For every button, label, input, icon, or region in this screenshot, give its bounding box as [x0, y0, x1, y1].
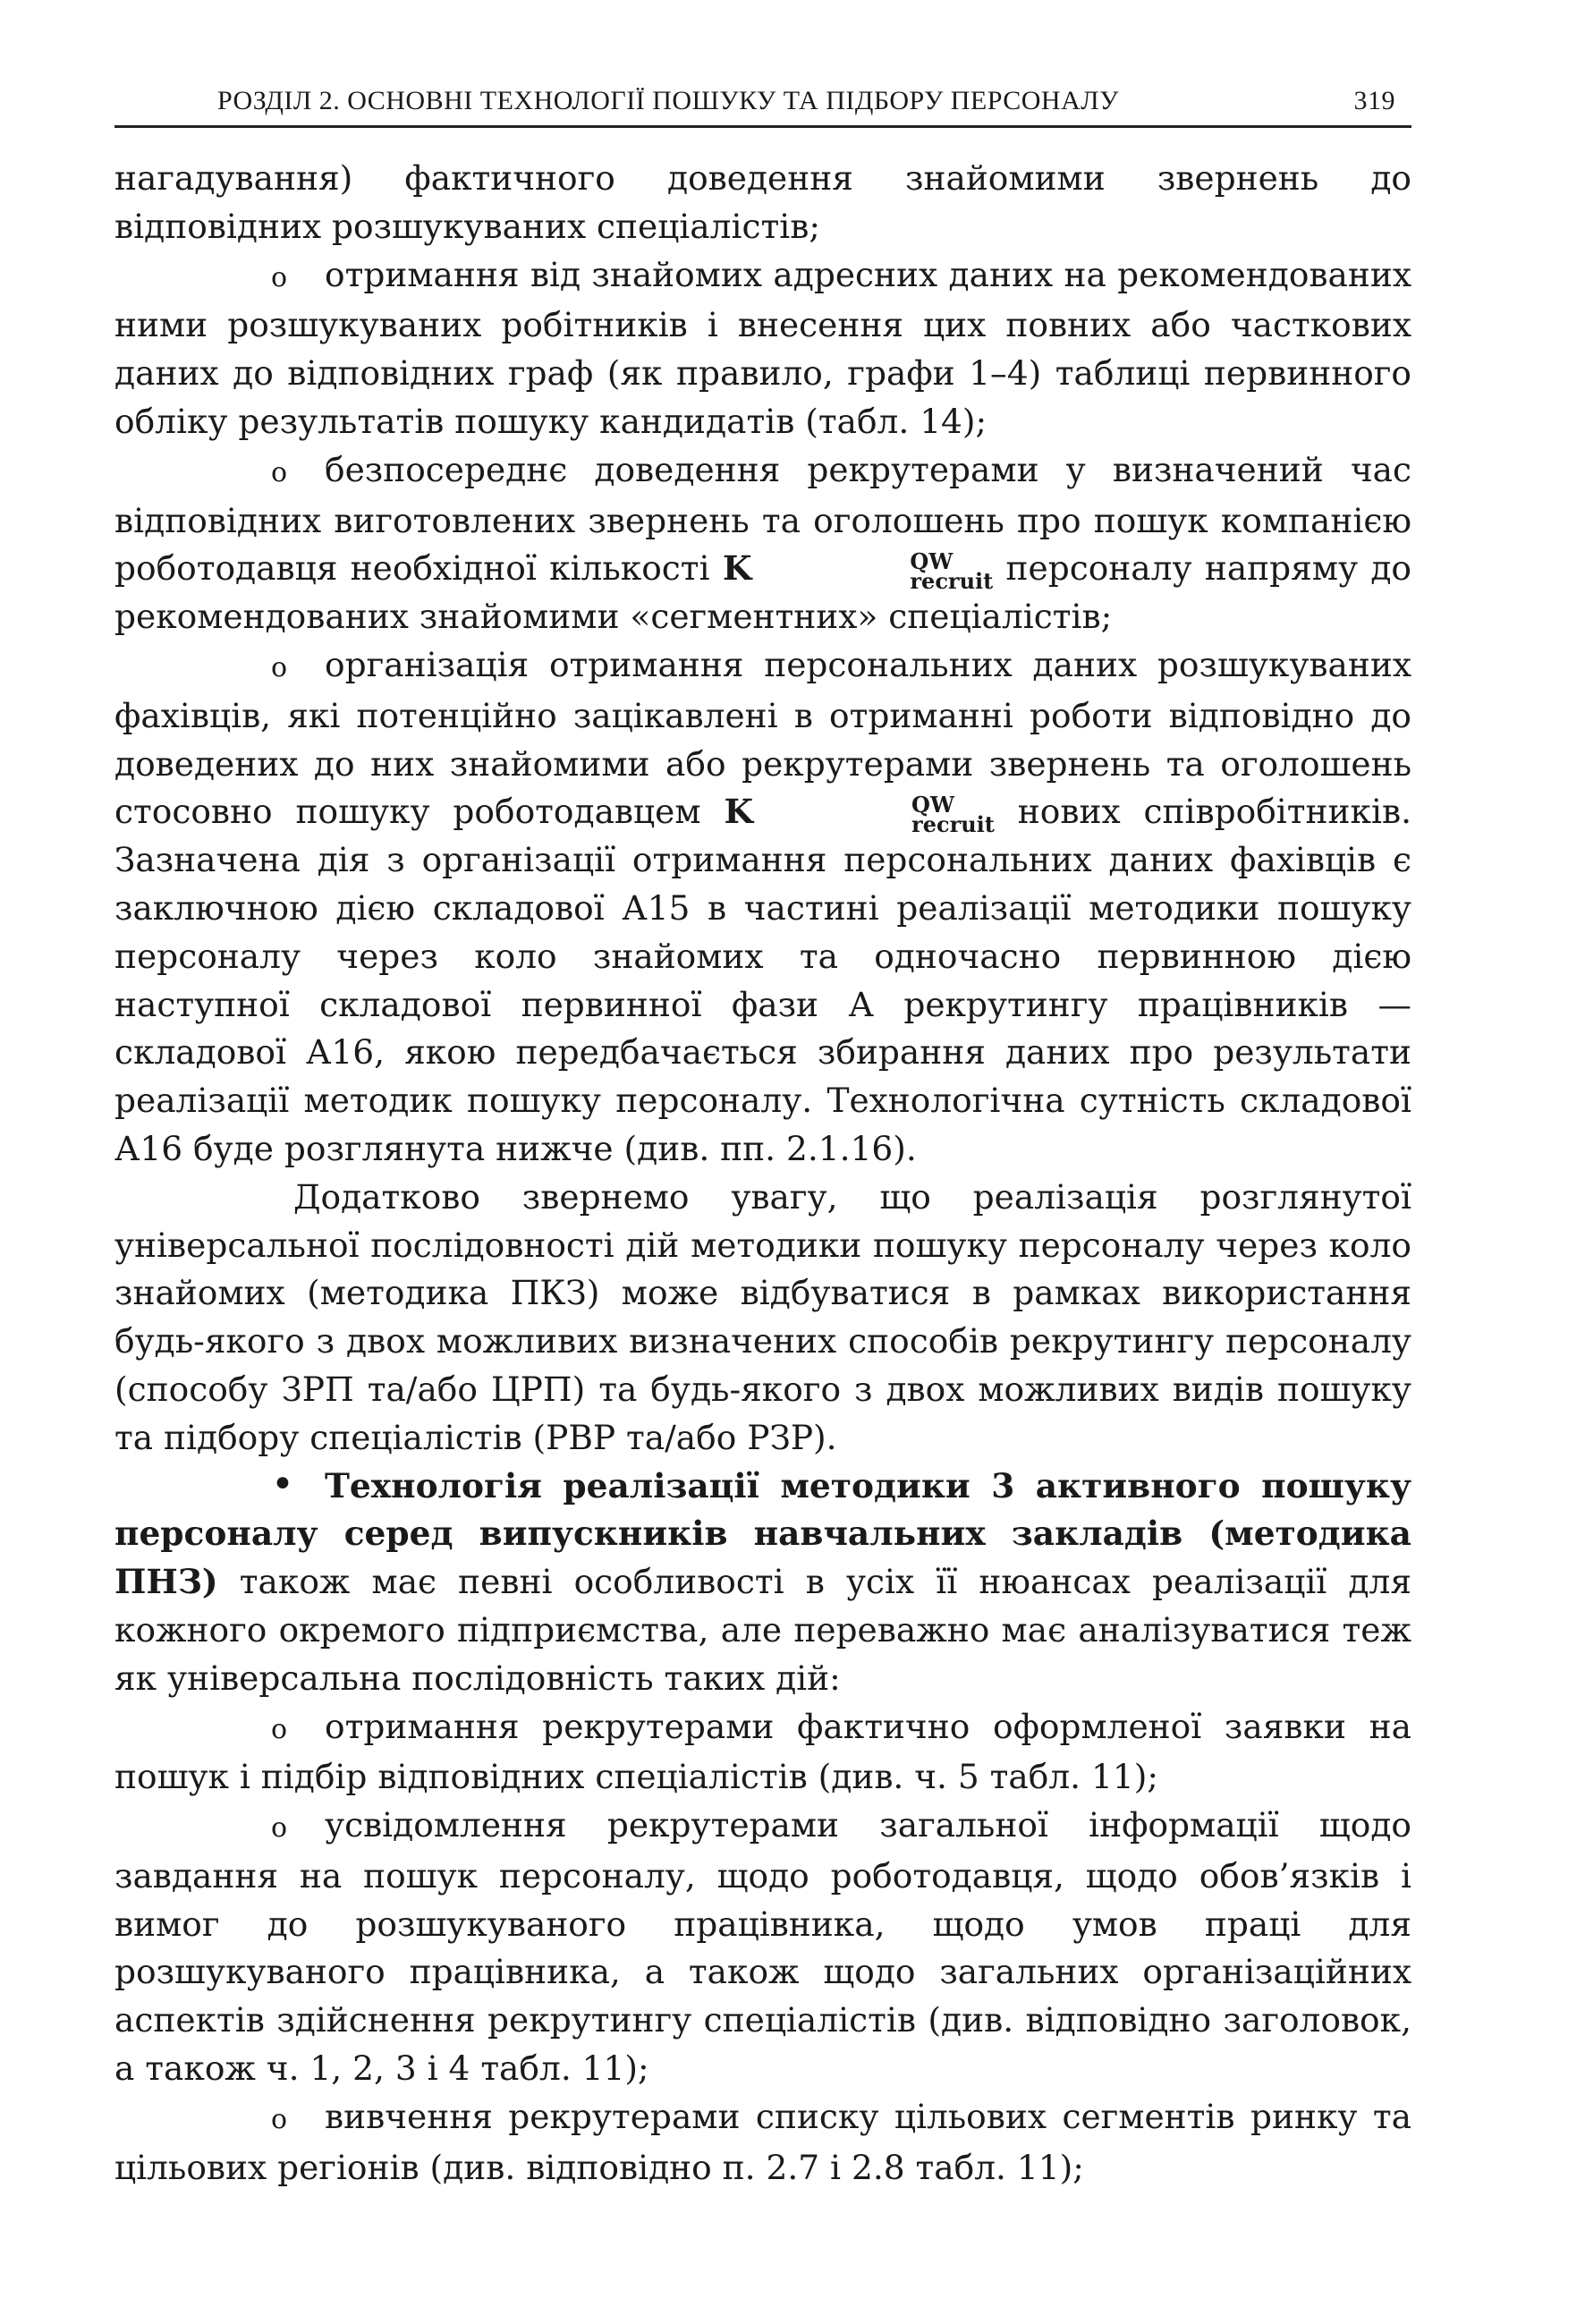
main-bullet-marker: • [271, 1461, 294, 1507]
book-page [114, 86, 1411, 2192]
sub-bullet-item [114, 641, 1411, 1174]
sub-bullet-text: отримання від знайомих адресних даних на рекомендованих ними розшукуваних робітників і внесення цих повних або часткових даних до відповідних граф (як правило, графи 1–4) таблиці первинного обліку результатів пошуку кандидатів (табл. 14); [114, 254, 1411, 441]
sub-bullet-item [114, 1802, 1411, 2093]
bullet-marker: o [271, 1812, 288, 1845]
formula-superscript: QW [910, 547, 954, 574]
bullet-marker: o [271, 456, 288, 488]
bullet-marker: o [271, 2103, 288, 2135]
formula-k-recruit: K QW recruit [724, 791, 995, 837]
bullet-marker: o [271, 261, 288, 293]
sub-bullet-item [114, 251, 1411, 446]
sub-bullet-text: персоналу напряму до рекомендованих знайомими «сегментних» спеціалістів; [114, 548, 1412, 637]
running-header [114, 86, 1411, 128]
main-bullet-text: також має певні особливості в усіх її нюансах реалізації для кожного окремого підприємства, але переважно має аналізуватися теж як універсальна послідовність таких дій: [114, 1562, 1411, 1698]
sub-bullet-text: організація отримання персональних даних розшукуваних фахівців, які потенційно зацікавлені в отриманні роботи відповідно до доведених до них знайомими або рекрутерами звернень та оголошень стосовно пошуку роботодавцем [114, 644, 1411, 832]
paragraph-continuation: нагадування) фактичного доведення знайомими звернень до відповідних розшукуваних спеціалістів; [114, 158, 1411, 246]
sub-bullet-text: усвідомлення рекрутерами загальної інформації щодо завдання на пошук персоналу, щодо роботодавця, щодо обов’язків і вимог до розшукуваного працівника, щодо умов праці для розшукуваного працівника, а також щодо загальних організаційних аспектів здійснення рекрутингу спеціалістів (див. відповідно заголовок, а також ч. 1, 2, 3 і 4 табл. 11); [114, 1805, 1411, 2089]
formula-k-recruit: K QW recruit [722, 547, 994, 594]
paragraph: Додатково звернемо увагу, що реалізація розглянутої універсальної послідовності дій методики пошуку персоналу через коло знайомих (методика ПКЗ) може відбуватися в рамках використання будь-якого з двох можливих визначених способів рекрутингу персоналу (способу ЗРП та/або ЦРП) та будь-якого з двох можливих видів пошуку та підбору спеціалістів (РВР та/або РЗР). [114, 1176, 1411, 1457]
formula-subscript: recruit [910, 567, 994, 594]
sub-bullet-text: отримання рекрутерами фактично оформленої заявки на пошук і підбір відповідних спеціалістів (див. ч. 5 табл. 11); [114, 1706, 1411, 1797]
sub-bullet-text: безпосереднє доведення рекрутерами у визначений час відповідних виготовлених звернень та оголошень про пошук компанією роботодавця необхідної кількості [114, 449, 1411, 589]
sub-bullet-text: нових співробітників. Зазначена дія з організації отримання персональних даних фахівців є заключною дією складової А15 в частині реалізації методики пошуку персоналу через коло знайомих та одночасно первинною дією наступної складової первинної фази А рекрутингу працівників — складової А16, якою передбачається збирання даних про результати реалізації методик пошуку персоналу. Технологічна сутність складової А16 буде розглянута нижче (див. пп. 2.1.16). [114, 792, 1411, 1168]
page-number: 319 [1353, 86, 1395, 115]
main-bullet-item [114, 1463, 1411, 1703]
formula-superscript: QW [911, 791, 954, 818]
bullet-marker: o [271, 1713, 288, 1745]
section-heading-bold: Технологія реалізації методики 3 активного пошуку персоналу серед випускників навчальних закладів (методика ПНЗ) [114, 1465, 1411, 1602]
bullet-marker: o [271, 651, 288, 683]
sub-bullet-item [114, 446, 1411, 641]
page-body [114, 155, 1411, 2192]
sub-bullet-text: вивчення рекрутерами списку цільових сегментів ринку та цільових регіонів (див. відповідно п. 2.7 і 2.8 табл. 11); [114, 2096, 1411, 2187]
formula-subscript: recruit [911, 810, 995, 837]
chapter-title: РОЗДІЛ 2. ОСНОВНІ ТЕХНОЛОГІЇ ПОШУКУ ТА ПІДБОРУ ПЕРСОНАЛУ [217, 86, 1119, 115]
sub-bullet-item [114, 1703, 1411, 1802]
sub-bullet-item [114, 2093, 1411, 2193]
